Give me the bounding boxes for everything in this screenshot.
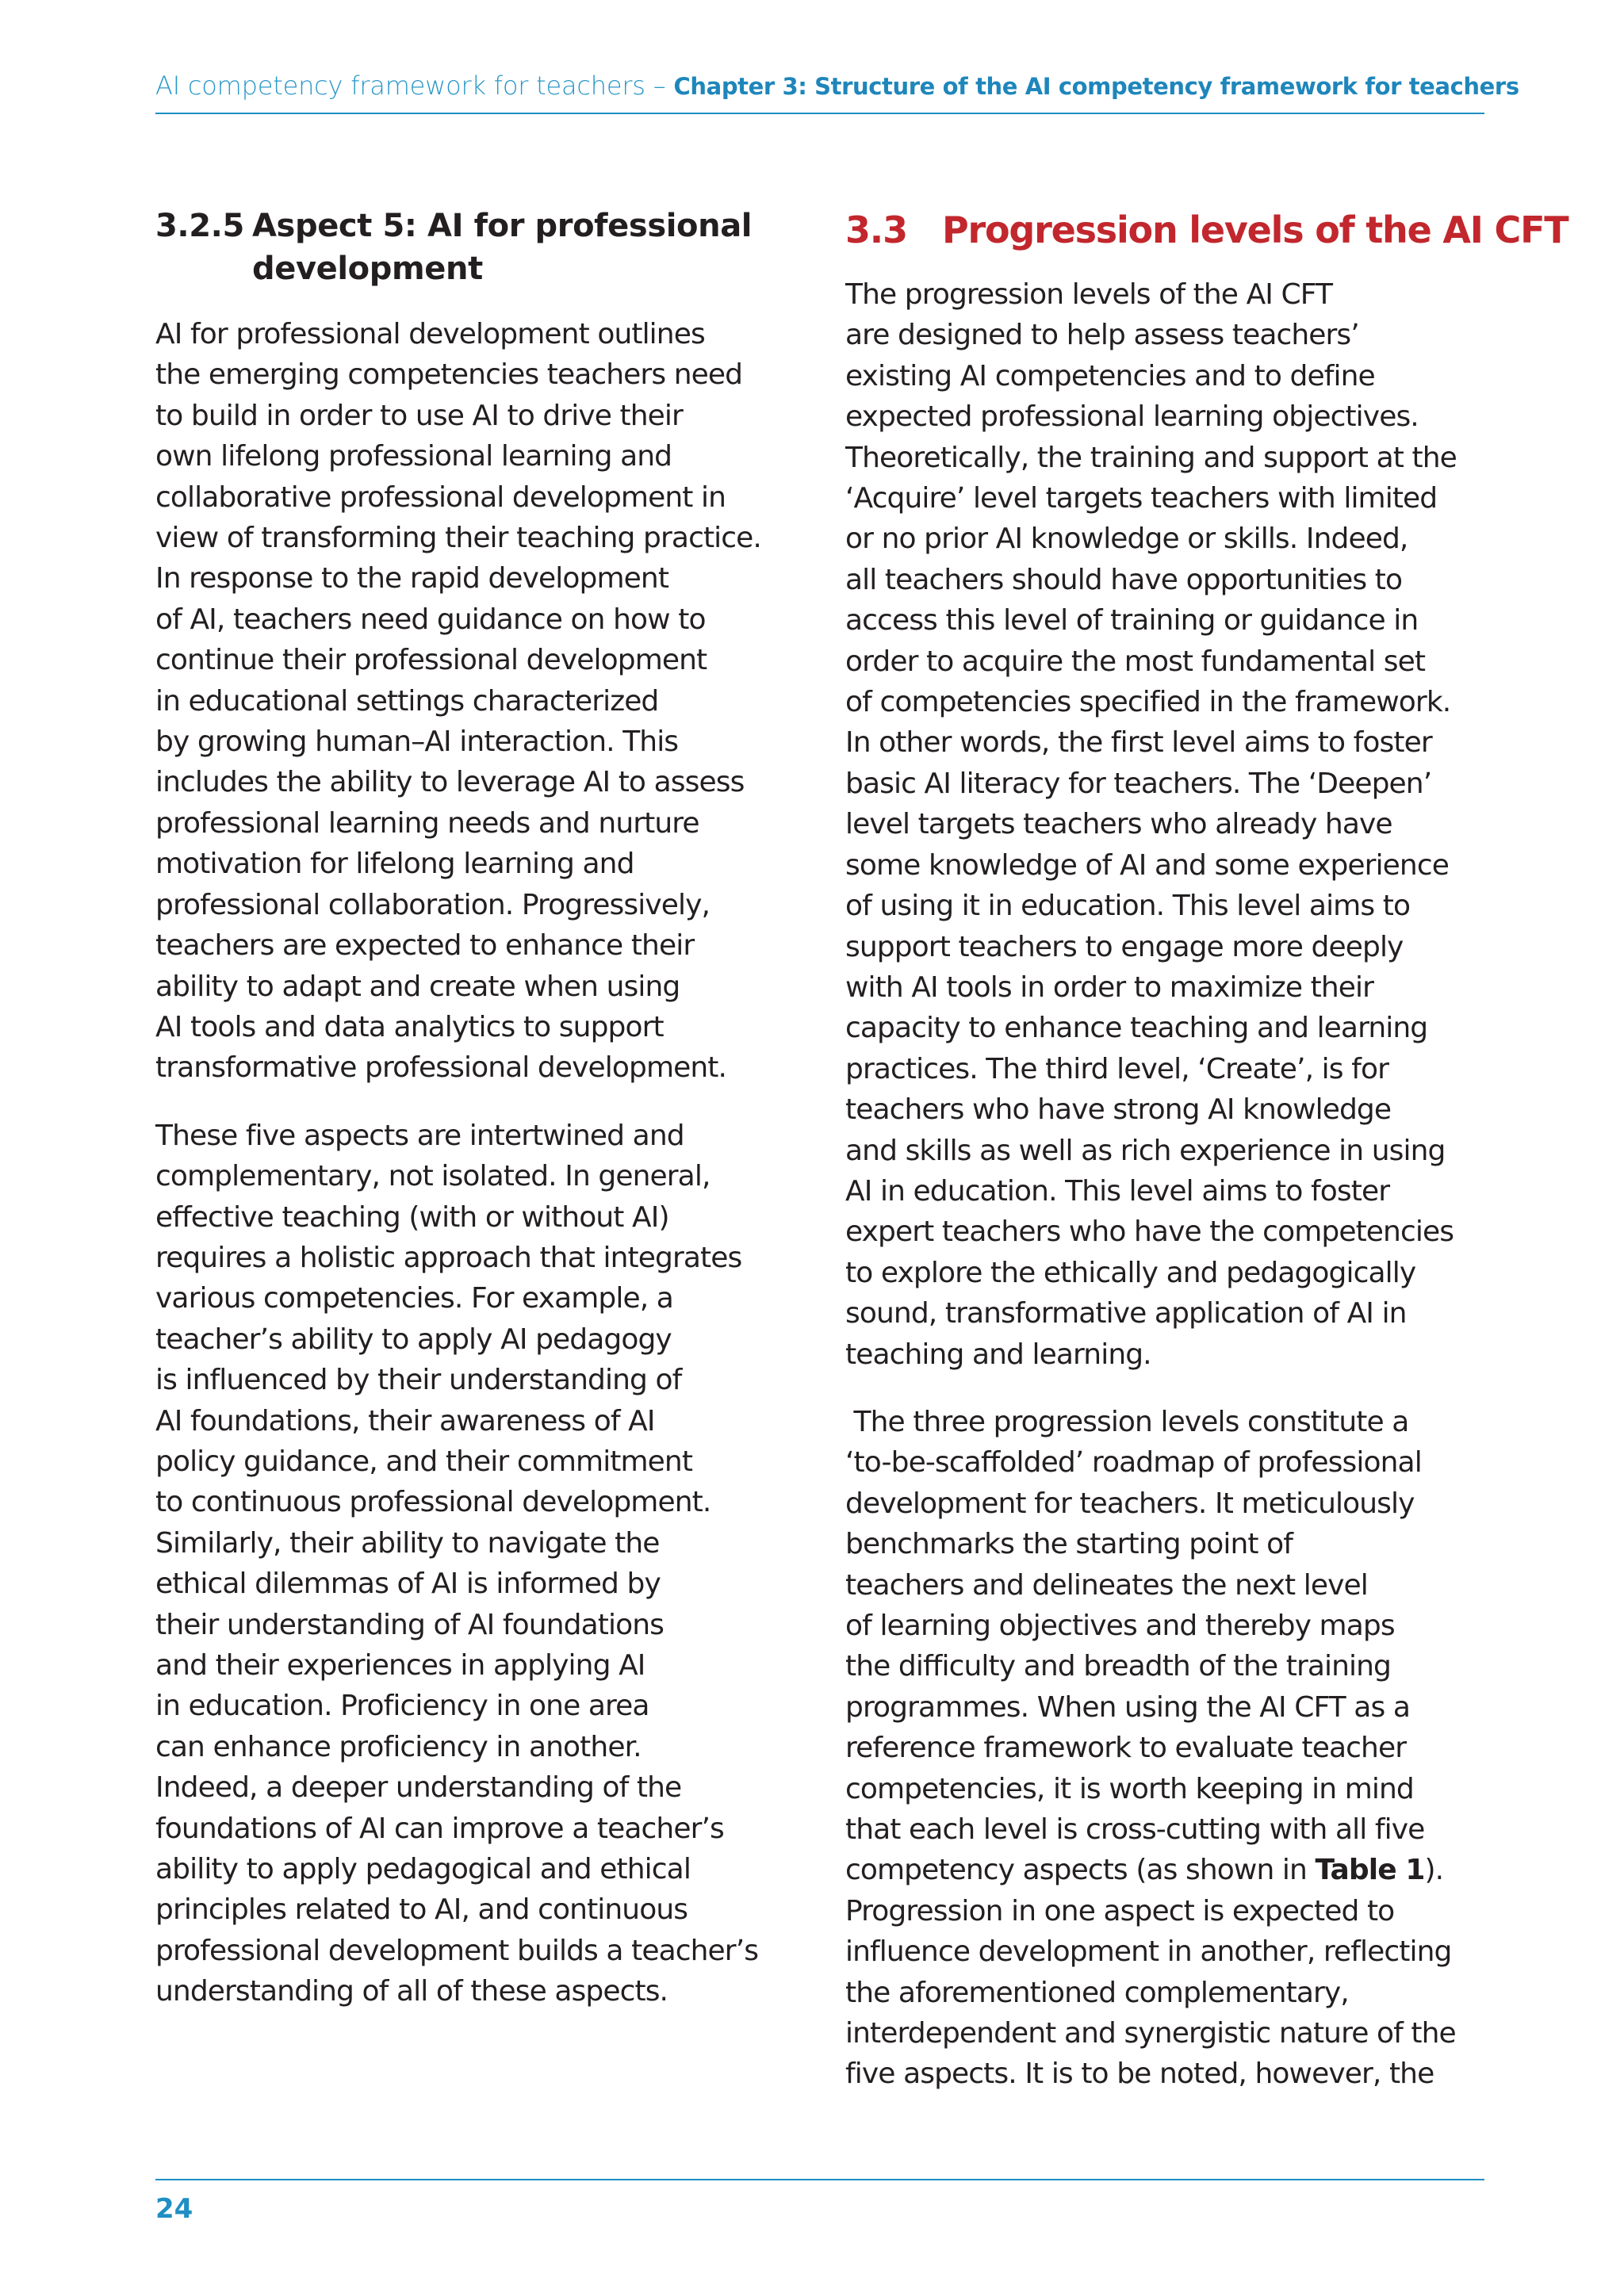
header-text [155, 70, 1519, 102]
text-line: benchmarks the starting point of [845, 1528, 1293, 1561]
text-line: of AI, teachers need guidance on how to [155, 603, 706, 636]
text-line: influence development in another, reflecting [845, 1935, 1452, 1969]
text-line: In other words, the first level aims to foster [845, 726, 1432, 760]
text-line: interdependent and synergistic nature of the [845, 2017, 1456, 2050]
text-line: the emerging competencies teachers need [155, 358, 743, 392]
paragraph-five-aspects [155, 1116, 798, 2012]
text-line: transformative professional development. [155, 1051, 727, 1085]
text-line: to explore the ethically and pedagogically [845, 1256, 1416, 1289]
text-line: that each level is cross-cutting with all five [845, 1813, 1425, 1847]
text-line: ability to apply pedagogical and ethical [155, 1853, 691, 1886]
text-line: expert teachers who have the competencies [845, 1215, 1454, 1249]
text-line-with-reference [845, 1850, 1496, 1890]
text-line: competencies, it is worth keeping in mind [845, 1772, 1414, 1805]
text-line: is influenced by their understanding of [155, 1364, 682, 1397]
header-chapter-title: Chapter 3: Structure of the AI competency framework for teachers [673, 73, 1519, 100]
section-title: Progression levels of the AI CFT [942, 209, 1568, 251]
footer-divider [155, 2179, 1484, 2180]
text-line: support teachers to engage more deeply [845, 930, 1404, 963]
text-line: teaching and learning. [845, 1338, 1151, 1371]
text-line: five aspects. It is to be noted, however, the [845, 2058, 1434, 2091]
header-doc-title: AI competency framework for teachers – [155, 71, 674, 101]
paragraph-progression-levels [845, 274, 1496, 1375]
table-1-reference: Table 1 [1315, 1854, 1425, 1887]
running-header [155, 68, 1519, 114]
text-line: reference framework to evaluate teacher [845, 1732, 1407, 1765]
text-line: of competencies specified in the framework. [845, 686, 1451, 719]
text-line: AI foundations, their awareness of AI [155, 1404, 655, 1437]
text-line: basic AI literacy for teachers. The ‘Deepen’ [845, 767, 1432, 800]
text-line: in education. Proficiency in one area [155, 1690, 649, 1723]
right-column [845, 205, 1568, 2122]
section-number: 3.3 [845, 209, 907, 251]
text-line: the aforementioned complementary, [845, 1976, 1349, 2009]
text-line: AI for professional development outlines [155, 318, 705, 350]
subsection-number: 3.2.5 [155, 208, 244, 244]
text-line: or no prior AI knowledge or skills. Indeed, [845, 523, 1408, 556]
text-line: with AI tools in order to maximize their [845, 970, 1374, 1004]
text-line: The three progression levels constitute a [845, 1405, 1409, 1438]
text-line: ability to adapt and create when using [155, 970, 680, 1003]
text-line: view of transforming their teaching practice. [155, 522, 761, 555]
text-line: ethical dilemmas of AI is informed by [155, 1568, 661, 1601]
text-line: Progression in one aspect is expected to [845, 1894, 1395, 1927]
text-line: sound, transformative application of AI in [845, 1297, 1407, 1330]
text-line: some knowledge of AI and some experience [845, 848, 1449, 882]
text-line: of learning objectives and thereby maps [845, 1610, 1395, 1642]
subsection-heading [155, 205, 798, 290]
text-line: programmes. When using the AI CFT as a [845, 1690, 1411, 1724]
paragraph-aspect-5 [155, 314, 798, 1089]
text-line: effective teaching (with or without AI) [155, 1200, 669, 1234]
text-line: expected professional learning objectives. [845, 400, 1419, 434]
text-line: ‘Acquire’ level targets teachers with limited [845, 482, 1438, 515]
text-line: principles related to AI, and continuous [155, 1893, 688, 1927]
text-line: the difficulty and breadth of the training [845, 1650, 1392, 1683]
text-line: AI tools and data analytics to support [155, 1010, 664, 1043]
text-line: order to acquire the most fundamental set [845, 645, 1426, 678]
text-line: existing AI competencies and to define [845, 359, 1375, 392]
text-line: Theoretically, the training and support at the [845, 441, 1457, 474]
text-line: in educational settings characterized [155, 684, 659, 718]
text-line: foundations of AI can improve a teacher’s [155, 1812, 724, 1845]
text-line: policy guidance, and their commitment [155, 1445, 693, 1478]
subsection-title: Aspect 5: AI for professional development [252, 208, 753, 287]
text-fragment: ). [1424, 1854, 1444, 1887]
text-line: to continuous professional development. [155, 1486, 711, 1519]
text-line: includes the ability to leverage AI to assess [155, 766, 745, 799]
text-line: These five aspects are intertwined and [155, 1119, 684, 1152]
text-line: Indeed, a deeper understanding of the [155, 1771, 682, 1805]
text-line: Similarly, their ability to navigate the [155, 1526, 660, 1560]
text-line: professional development builds a teacher’s [155, 1934, 759, 1967]
page-number: 24 [155, 2193, 193, 2225]
text-fragment: competency aspects (as shown in [845, 1854, 1316, 1887]
text-line: access this level of training or guidance in [845, 604, 1419, 637]
text-line: teachers who have strong AI knowledge [845, 1093, 1392, 1127]
text-line: by growing human–AI interaction. This [155, 725, 679, 759]
text-line: to build in order to use AI to drive their [155, 399, 683, 432]
text-line: ‘to-be-scaffolded’ roadmap of professional [845, 1446, 1422, 1480]
text-line: AI in education. This level aims to foster [845, 1174, 1390, 1208]
text-line: own lifelong professional learning and [155, 440, 672, 473]
text-line: professional learning needs and nurture [155, 806, 699, 840]
text-line: capacity to enhance teaching and learning [845, 1012, 1428, 1045]
text-line: level targets teachers who already have [845, 808, 1392, 841]
text-line: In response to the rapid development [155, 562, 669, 595]
text-line: requires a holistic approach that integrates [155, 1241, 742, 1274]
text-line: collaborative professional development in [155, 480, 726, 514]
text-line: understanding of all of these aspects. [155, 1975, 668, 2008]
left-column [155, 205, 798, 2039]
text-line: their understanding of AI foundations [155, 1608, 664, 1641]
text-line: motivation for lifelong learning and [155, 848, 634, 881]
text-line: and their experiences in applying AI [155, 1649, 645, 1682]
text-line: are designed to help assess teachers’ [845, 319, 1359, 352]
text-line: can enhance proficiency in another. [155, 1730, 642, 1763]
section-heading [845, 205, 1568, 255]
text-line: teachers are expected to enhance their [155, 929, 695, 963]
text-line: teachers and delineates the next level [845, 1568, 1368, 1602]
paragraph-roadmap [845, 1402, 1496, 2095]
text-line: and skills as well as rich experience in using [845, 1134, 1446, 1167]
text-line: The progression levels of the AI CFT [845, 278, 1333, 311]
text-line: professional collaboration. Progressively, [155, 888, 710, 921]
text-line: teacher’s ability to apply AI pedagogy [155, 1323, 672, 1356]
text-line: various competencies. For example, a [155, 1282, 673, 1315]
text-line: all teachers should have opportunities to [845, 563, 1403, 596]
text-line: development for teachers. It meticulously [845, 1487, 1415, 1520]
text-line: continue their professional development [155, 644, 707, 677]
text-line: practices. The third level, ‘Create’, is for [845, 1052, 1388, 1085]
text-line: complementary, not isolated. In general, [155, 1160, 710, 1193]
text-line: of using it in education. This level aims to [845, 890, 1411, 923]
